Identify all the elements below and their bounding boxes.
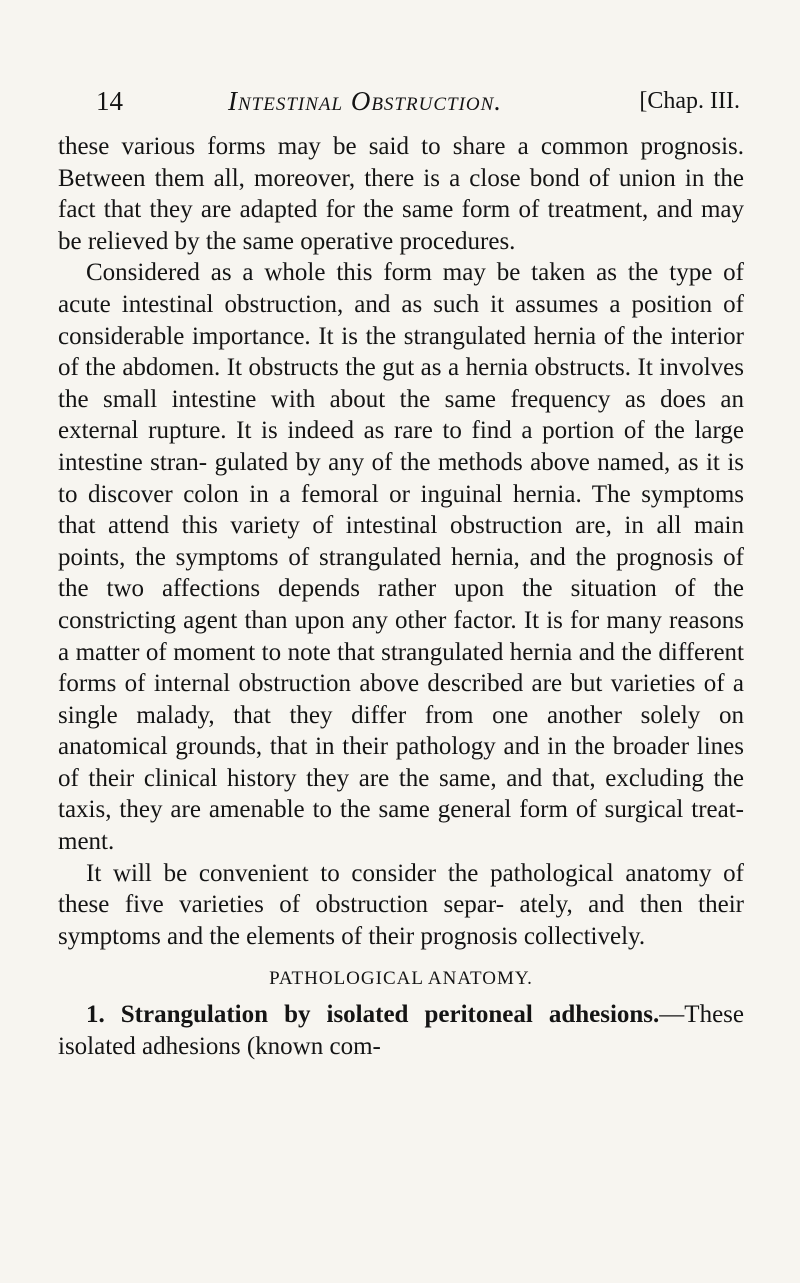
- page-number: 14: [96, 86, 123, 116]
- page-header: [96, 86, 740, 126]
- body-text: [58, 131, 744, 1063]
- paragraph: Considered as a whole this form may be taken as the type of acute intestinal obstruction, and as such it assumes a position of considerable importance. It is the strangulated hernia of the interior of the abdomen. It obstructs the gut as a hernia obstructs. It involves the small intestine with about the same frequency as does an external rupture. It is indeed as rare to find a portion of the large intestine stran- gulated by any of the methods above named, as it is to discover colon in a femoral or inguinal hernia. The symptoms that attend this variety of intestinal obstruction are, in all main points, the symptoms of strangulated hernia, and the prognosis of the two affections depends rather upon the situation of the constricting agent than upon any other factor. It is for many reasons a matter of moment to note that strangulated hernia and the different forms of internal obstruction above described are but varieties of a single malady, that they differ from one another solely on anatomical grounds, that in their pathology and in the broader lines of their clinical history they are the same, and that, excluding the taxis, they are amenable to the same general form of surgical treat- ment.: [58, 259, 744, 856]
- section-heading: PATHOLOGICAL ANATOMY.: [269, 968, 533, 990]
- paragraph: It will be convenient to consider the pathological anatomy of these five varieties of obstruction separ- ately, and then their symptoms and the elements of their prognosis collectively.: [58, 859, 744, 950]
- subsection-title: 1. Strangulation by isolated peritoneal adhesions.: [86, 1001, 660, 1029]
- paragraph: these various forms may be said to share a common prognosis. Between them all, moreover, there is a close bond of union in the fact that they are adapted for the same form of treatment, and may be relieved by the same operative procedures.: [58, 133, 744, 255]
- subsection-text: —These isolated adhesions (known com-: [58, 1001, 744, 1061]
- subsection-paragraph: [58, 999, 744, 1062]
- chapter-label: [Chap. III.: [639, 88, 740, 114]
- running-title: Intestinal Obstruction.: [228, 86, 503, 116]
